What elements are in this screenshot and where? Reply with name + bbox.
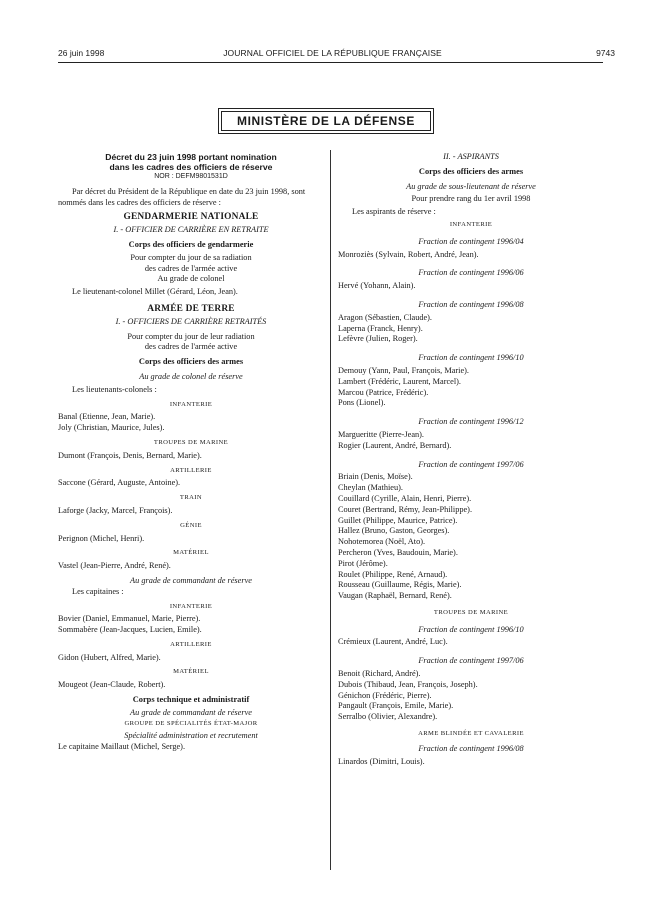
label-capitaines: Les capitaines :: [72, 586, 124, 596]
fraction-heading: Fraction de contingent 1997/06: [418, 459, 524, 469]
name-entry: Vaugan (Raphaël, Bernard, René).: [338, 591, 452, 601]
name-entry: Roulet (Philippe, René, Arnaud).: [338, 569, 448, 579]
arm-heading-artillerie: ARTILLERIE: [170, 640, 212, 648]
name-entry: Serralbo (Olivier, Alexandre).: [338, 712, 438, 722]
label-lieutenants-colonels: Les lieutenants-colonels :: [72, 384, 157, 394]
decree-intro: Par décret du Président de la République en date du 23 juin 1998, sont nommés dans les cadres des officiers de réserve :: [58, 186, 306, 207]
name-entry: Le capitaine Maillaut (Michel, Serge).: [58, 742, 186, 752]
name-entry: Briain (Denis, Moïse).: [338, 472, 413, 482]
groupe-specialites: GROUPE DE SPÉCIALITÉS ÉTAT-MAJOR: [124, 719, 258, 727]
name-entry: Cheylan (Mathieu).: [338, 483, 403, 493]
name-entry: Demouy (Yann, Paul, François, Marie).: [338, 365, 469, 375]
grade-commandant-reserve: Au grade de commandant de réserve: [130, 707, 252, 717]
decree-title-line-1: Décret du 23 juin 1998 portant nomination: [105, 152, 277, 162]
name-entry: Crémieux (Laurent, André, Luc).: [338, 637, 448, 647]
name-entry: Perignon (Michel, Henri).: [58, 533, 145, 543]
grade-sous-lieutenant: Au grade de sous-lieutenant de réserve: [406, 181, 536, 191]
section-aspirants: II. - ASPIRANTS: [443, 152, 499, 161]
grade-commandant-reserve: Au grade de commandant de réserve: [130, 575, 252, 585]
name-entry: Pangault (François, Emile, Marie).: [338, 701, 454, 711]
subsection-officier-retraite: I. - OFFICIER DE CARRIÈRE EN RETRAITE: [113, 225, 269, 235]
name-entry: Hervé (Yohann, Alain).: [338, 281, 416, 291]
arm-heading-train: TRAIN: [179, 494, 203, 502]
name-entry: Percheron (Yves, Baudouin, Marie).: [338, 547, 458, 557]
name-entry: Génichon (Frédéric, Pierre).: [338, 690, 432, 700]
name-entry: Banal (Etienne, Jean, Marie).: [58, 412, 156, 422]
fraction-heading: Fraction de contingent 1996/10: [418, 624, 524, 634]
arm-heading-infanterie: INFANTERIE: [169, 602, 213, 610]
name-entry: Laperna (Franck, Henry).: [338, 323, 423, 333]
name-entry: Pons (Lionel).: [338, 398, 386, 408]
radiation-line-1: Pour compter du jour de leur radiation: [127, 331, 255, 341]
label-aspirants: Les aspirants de réserve :: [352, 207, 436, 217]
name-list: [338, 472, 604, 602]
fraction-heading: Fraction de contingent 1996/04: [418, 236, 524, 246]
fraction-heading: Fraction de contingent 1996/06: [418, 268, 524, 278]
arm-heading-infanterie: INFANTERIE: [169, 400, 213, 408]
arm-heading-materiel: MATÉRIEL: [173, 549, 209, 557]
name-entry: Guillet (Philippe, Maurice, Patrice).: [338, 515, 458, 525]
name-entry: Marcou (Patrice, Frédéric).: [338, 387, 429, 397]
name-list: [338, 281, 604, 292]
name-list: [338, 757, 604, 768]
name-list: [338, 366, 604, 409]
name-entry: Margueritte (Pierre-Jean).: [338, 429, 425, 439]
name-list: [338, 637, 604, 648]
ministry-box: [218, 108, 434, 134]
name-entry: Bovier (Daniel, Emmanuel, Marie, Pierre).: [58, 614, 201, 624]
name-entry: Dubois (Thibaud, Jean, François, Joseph).: [338, 679, 478, 689]
grade-colonel-reserve: Au grade de colonel de réserve: [139, 371, 243, 381]
name-list: [338, 669, 604, 723]
subsection-officiers-retraites: I. - OFFICIERS DE CARRIÈRE RETRAITÉS: [115, 316, 267, 326]
name-entry: Couillard (Cyrille, Alain, Henri, Pierre).: [338, 493, 472, 503]
decree-title-line-2: dans les cadres des officiers de réserve: [109, 162, 273, 172]
corps-technique-administratif: Corps technique et administratif: [132, 695, 250, 705]
name-entry: Aragon (Sébastien, Claude).: [338, 312, 433, 322]
name-list: [338, 313, 604, 345]
radiation-line-2: des cadres de l'armée active: [144, 263, 238, 273]
nor-reference: NOR : DEFM9801531D: [154, 173, 228, 180]
name-entry: Benoit (Richard, André).: [338, 669, 421, 679]
name-entry: Rogier (Laurent, André, Bernard).: [338, 440, 452, 450]
name-entry: Hallez (Bruno, Gaston, Georges).: [338, 526, 450, 536]
name-list: [338, 250, 604, 261]
arm-heading-troupes-de-marine: TROUPES DE MARINE: [433, 608, 509, 616]
arm-heading-artillerie: ARTILLERIE: [170, 466, 212, 474]
fraction-heading: Fraction de contingent 1996/12: [418, 417, 524, 427]
header-rule: [58, 62, 603, 63]
fraction-heading: Fraction de contingent 1997/06: [418, 656, 524, 666]
header-journal-title: JOURNAL OFFICIEL DE LA RÉPUBLIQUE FRANÇAISE: [223, 48, 442, 58]
name-entry: Laforge (Jacky, Marcel, François).: [58, 505, 173, 515]
name-entry: Joly (Christian, Maurice, Jules).: [58, 423, 165, 433]
corps-gendarmerie: Corps des officiers de gendarmerie: [128, 239, 254, 249]
ministry-title: MINISTÈRE DE LA DÉFENSE: [221, 111, 431, 131]
corps-officiers-armes: Corps des officiers des armes: [138, 357, 244, 367]
column-divider: [330, 150, 331, 870]
fraction-heading: Fraction de contingent 1996/08: [418, 299, 524, 309]
fraction-heading: Fraction de contingent 1996/08: [418, 743, 524, 753]
specialite-label: Spécialité administration et recrutement: [124, 731, 258, 741]
name-entry: Sommabère (Jean-Jacques, Lucien, Emile).: [58, 625, 202, 635]
arm-heading-troupes-de-marine: TROUPES DE MARINE: [153, 438, 229, 446]
name-entry: Mougeot (Jean-Claude, Robert).: [58, 680, 166, 690]
name-entry: Monroziès (Sylvain, Robert, André, Jean).: [338, 249, 479, 259]
arm-heading-infanterie: INFANTERIE: [449, 220, 493, 228]
name-entry: Vastel (Jean-Pierre, André, René).: [58, 561, 171, 571]
name-entry: Lambert (Frédéric, Laurent, Marcel).: [338, 376, 462, 386]
name-entry: Linardos (Dimitri, Louis).: [338, 756, 425, 766]
left-column: [58, 152, 324, 753]
name-entry: Le lieutenant-colonel Millet (Gérard, Léon, Jean).: [72, 287, 238, 297]
radiation-line-1: Pour compter du jour de sa radiation: [130, 252, 252, 262]
arm-heading-materiel: MATÉRIEL: [173, 668, 209, 676]
header-page-number: 9743: [596, 48, 615, 58]
section-gendarmerie: GENDARMERIE NATIONALE: [123, 212, 259, 223]
name-entry: Saccone (Gérard, Auguste, Antoine).: [58, 478, 181, 488]
name-entry: Dumont (François, Denis, Bernard, Marie).: [58, 450, 202, 460]
header-date: 26 juin 1998: [58, 48, 105, 58]
name-entry: Lefèvre (Julien, Roger).: [338, 334, 418, 344]
grade-colonel: Au grade de colonel: [157, 274, 225, 284]
name-entry: Rousseau (Guillaume, Régis, Marie).: [338, 580, 462, 590]
page-header: [0, 48, 665, 62]
name-list: [338, 430, 604, 452]
section-armee-de-terre: ARMÉE DE TERRE: [147, 303, 235, 314]
name-entry: Couret (Bertrand, Rémy, Jean-Philippe).: [338, 504, 473, 514]
radiation-line-2: des cadres de l'armée active: [144, 342, 238, 352]
rang-date: Pour prendre rang du 1er avril 1998: [411, 194, 531, 204]
arm-heading-arme-blindee-cavalerie: ARME BLINDÉE ET CAVALERIE: [418, 730, 524, 738]
right-column: [338, 152, 604, 767]
name-entry: Gidon (Hubert, Alfred, Marie).: [58, 652, 161, 662]
name-entry: Nohotemorea (Noël, Ato).: [338, 537, 426, 547]
name-entry: Pirot (Jérôme).: [338, 558, 388, 568]
arm-heading-genie: GÉNIE: [180, 521, 202, 529]
fraction-heading: Fraction de contingent 1996/10: [418, 353, 524, 363]
corps-officiers-armes: Corps des officiers des armes: [418, 166, 524, 176]
